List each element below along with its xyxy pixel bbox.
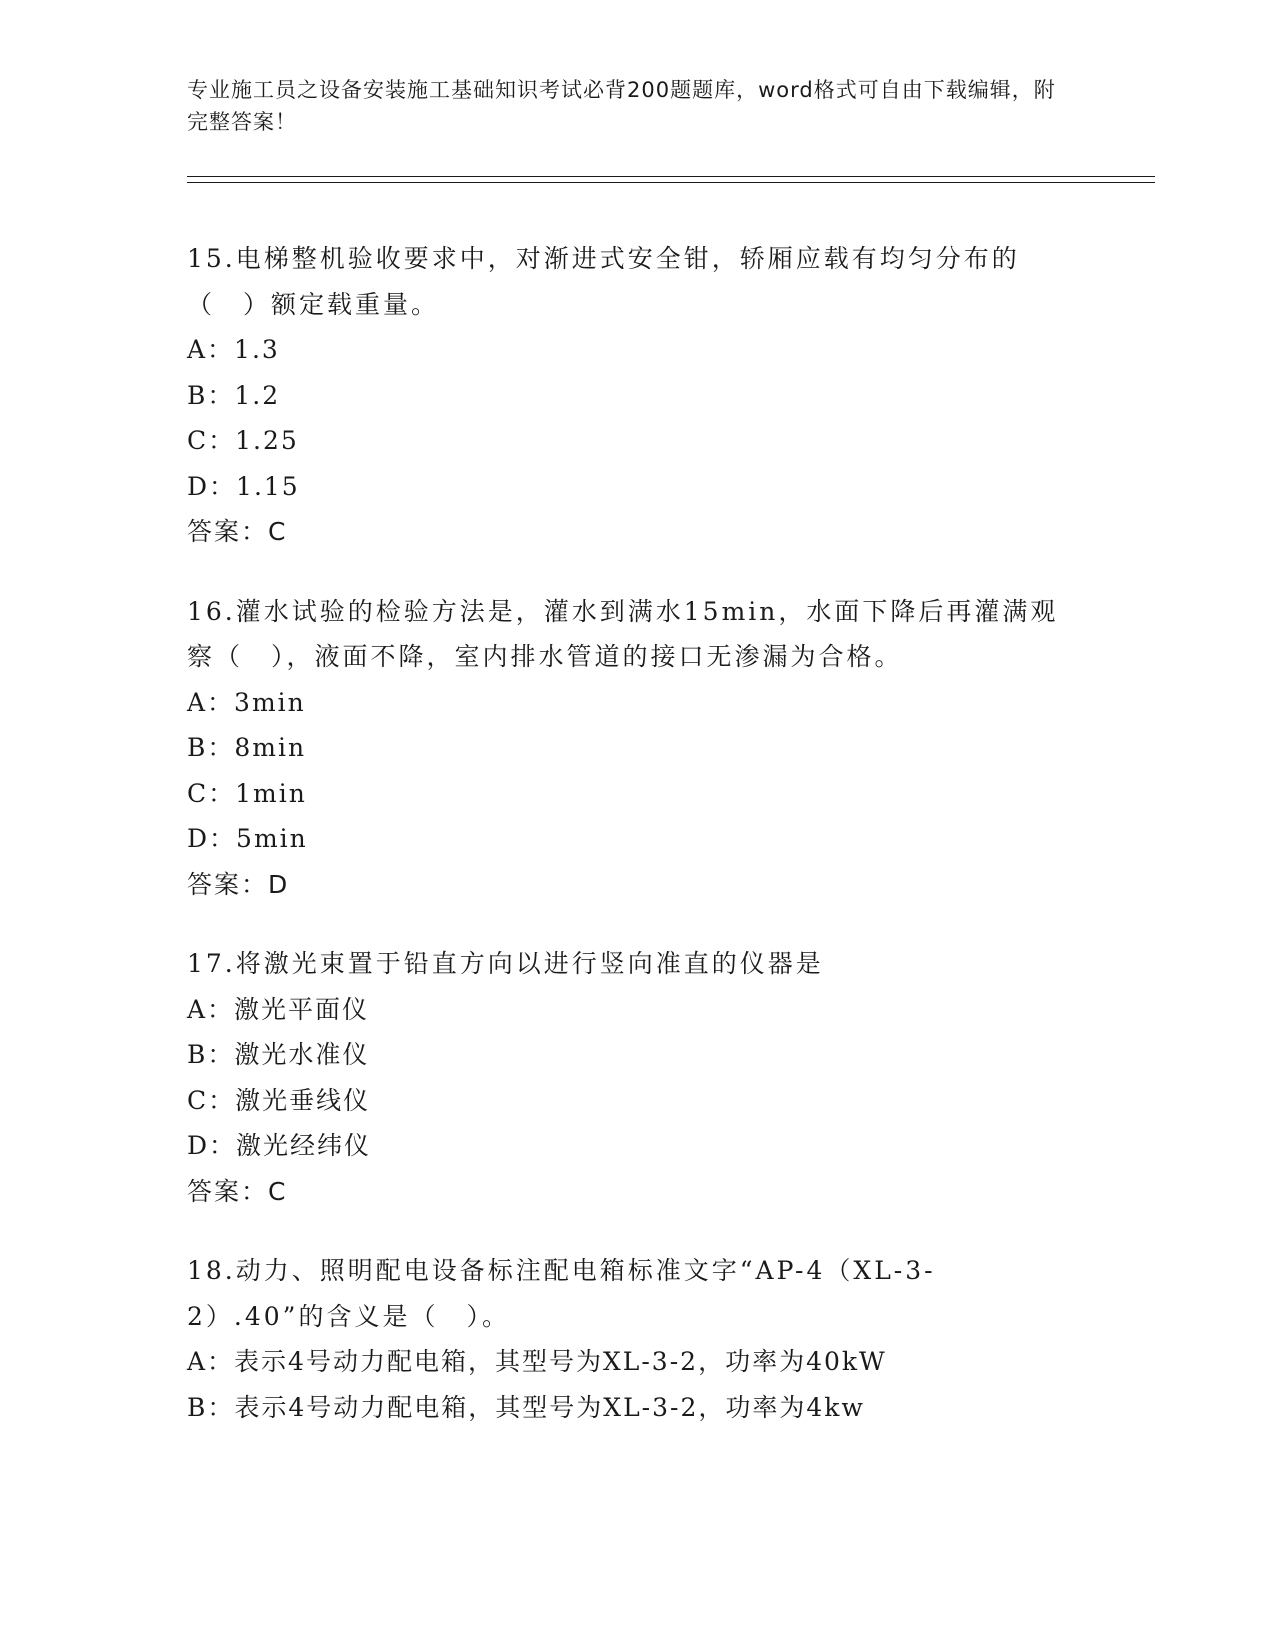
question-text: 16.灌水试验的检验方法是，灌水到满水15min，水面下降后再灌满观察（ ），液面不降，室内排水管道的接口无渗漏为合格。: [187, 596, 1059, 671]
option-b: B：表示4号动力配电箱，其型号为XL-3-2，功率为4kw: [187, 1392, 865, 1422]
question-text: 18.动力、照明配电设备标注配电箱标准文字“AP-4（XL-3-2）.40”的含义是（ ）。: [187, 1256, 936, 1331]
question-text: 17.将激光束置于铅直方向以进行竖向准直的仪器是: [187, 949, 824, 978]
option-c: C：激光垂线仪: [187, 1085, 371, 1115]
header-divider-top: [187, 176, 1155, 177]
option-d: D：1.15: [187, 471, 300, 501]
option-a: A：3min: [187, 687, 306, 717]
question-18: [187, 1248, 1067, 1430]
question-15: [187, 236, 1067, 555]
option-d: D：激光经纬仪: [187, 1131, 372, 1160]
header-divider-bottom: [187, 182, 1155, 183]
option-c: C：1min: [187, 778, 307, 808]
option-b: B：8min: [187, 733, 307, 762]
option-c: C：1.25: [187, 426, 299, 455]
question-16: [187, 589, 1067, 908]
answer-line: 答案：C: [187, 1176, 288, 1206]
option-a: A：1.3: [187, 335, 280, 364]
answer-line: 答案：C: [187, 517, 288, 546]
option-b: B：激光水准仪: [187, 1040, 370, 1069]
answer-line: 答案：D: [187, 869, 290, 899]
option-b: B：1.2: [187, 380, 281, 410]
question-list: [187, 236, 1067, 1464]
option-a: A：表示4号动力配电箱，其型号为XL-3-2，功率为40kW: [187, 1347, 887, 1376]
document-header: 专业施工员之设备安装施工基础知识考试必背200题题库，word格式可自由下载编辑，附完整答案！: [187, 78, 1056, 134]
option-d: D：5min: [187, 824, 308, 853]
question-17: [187, 941, 1067, 1214]
option-a: A：激光平面仪: [187, 994, 370, 1024]
question-text: 15.电梯整机验收要求中，对渐进式安全钳，轿厢应载有均匀分布的（ ）额定载重量。: [187, 244, 1020, 319]
